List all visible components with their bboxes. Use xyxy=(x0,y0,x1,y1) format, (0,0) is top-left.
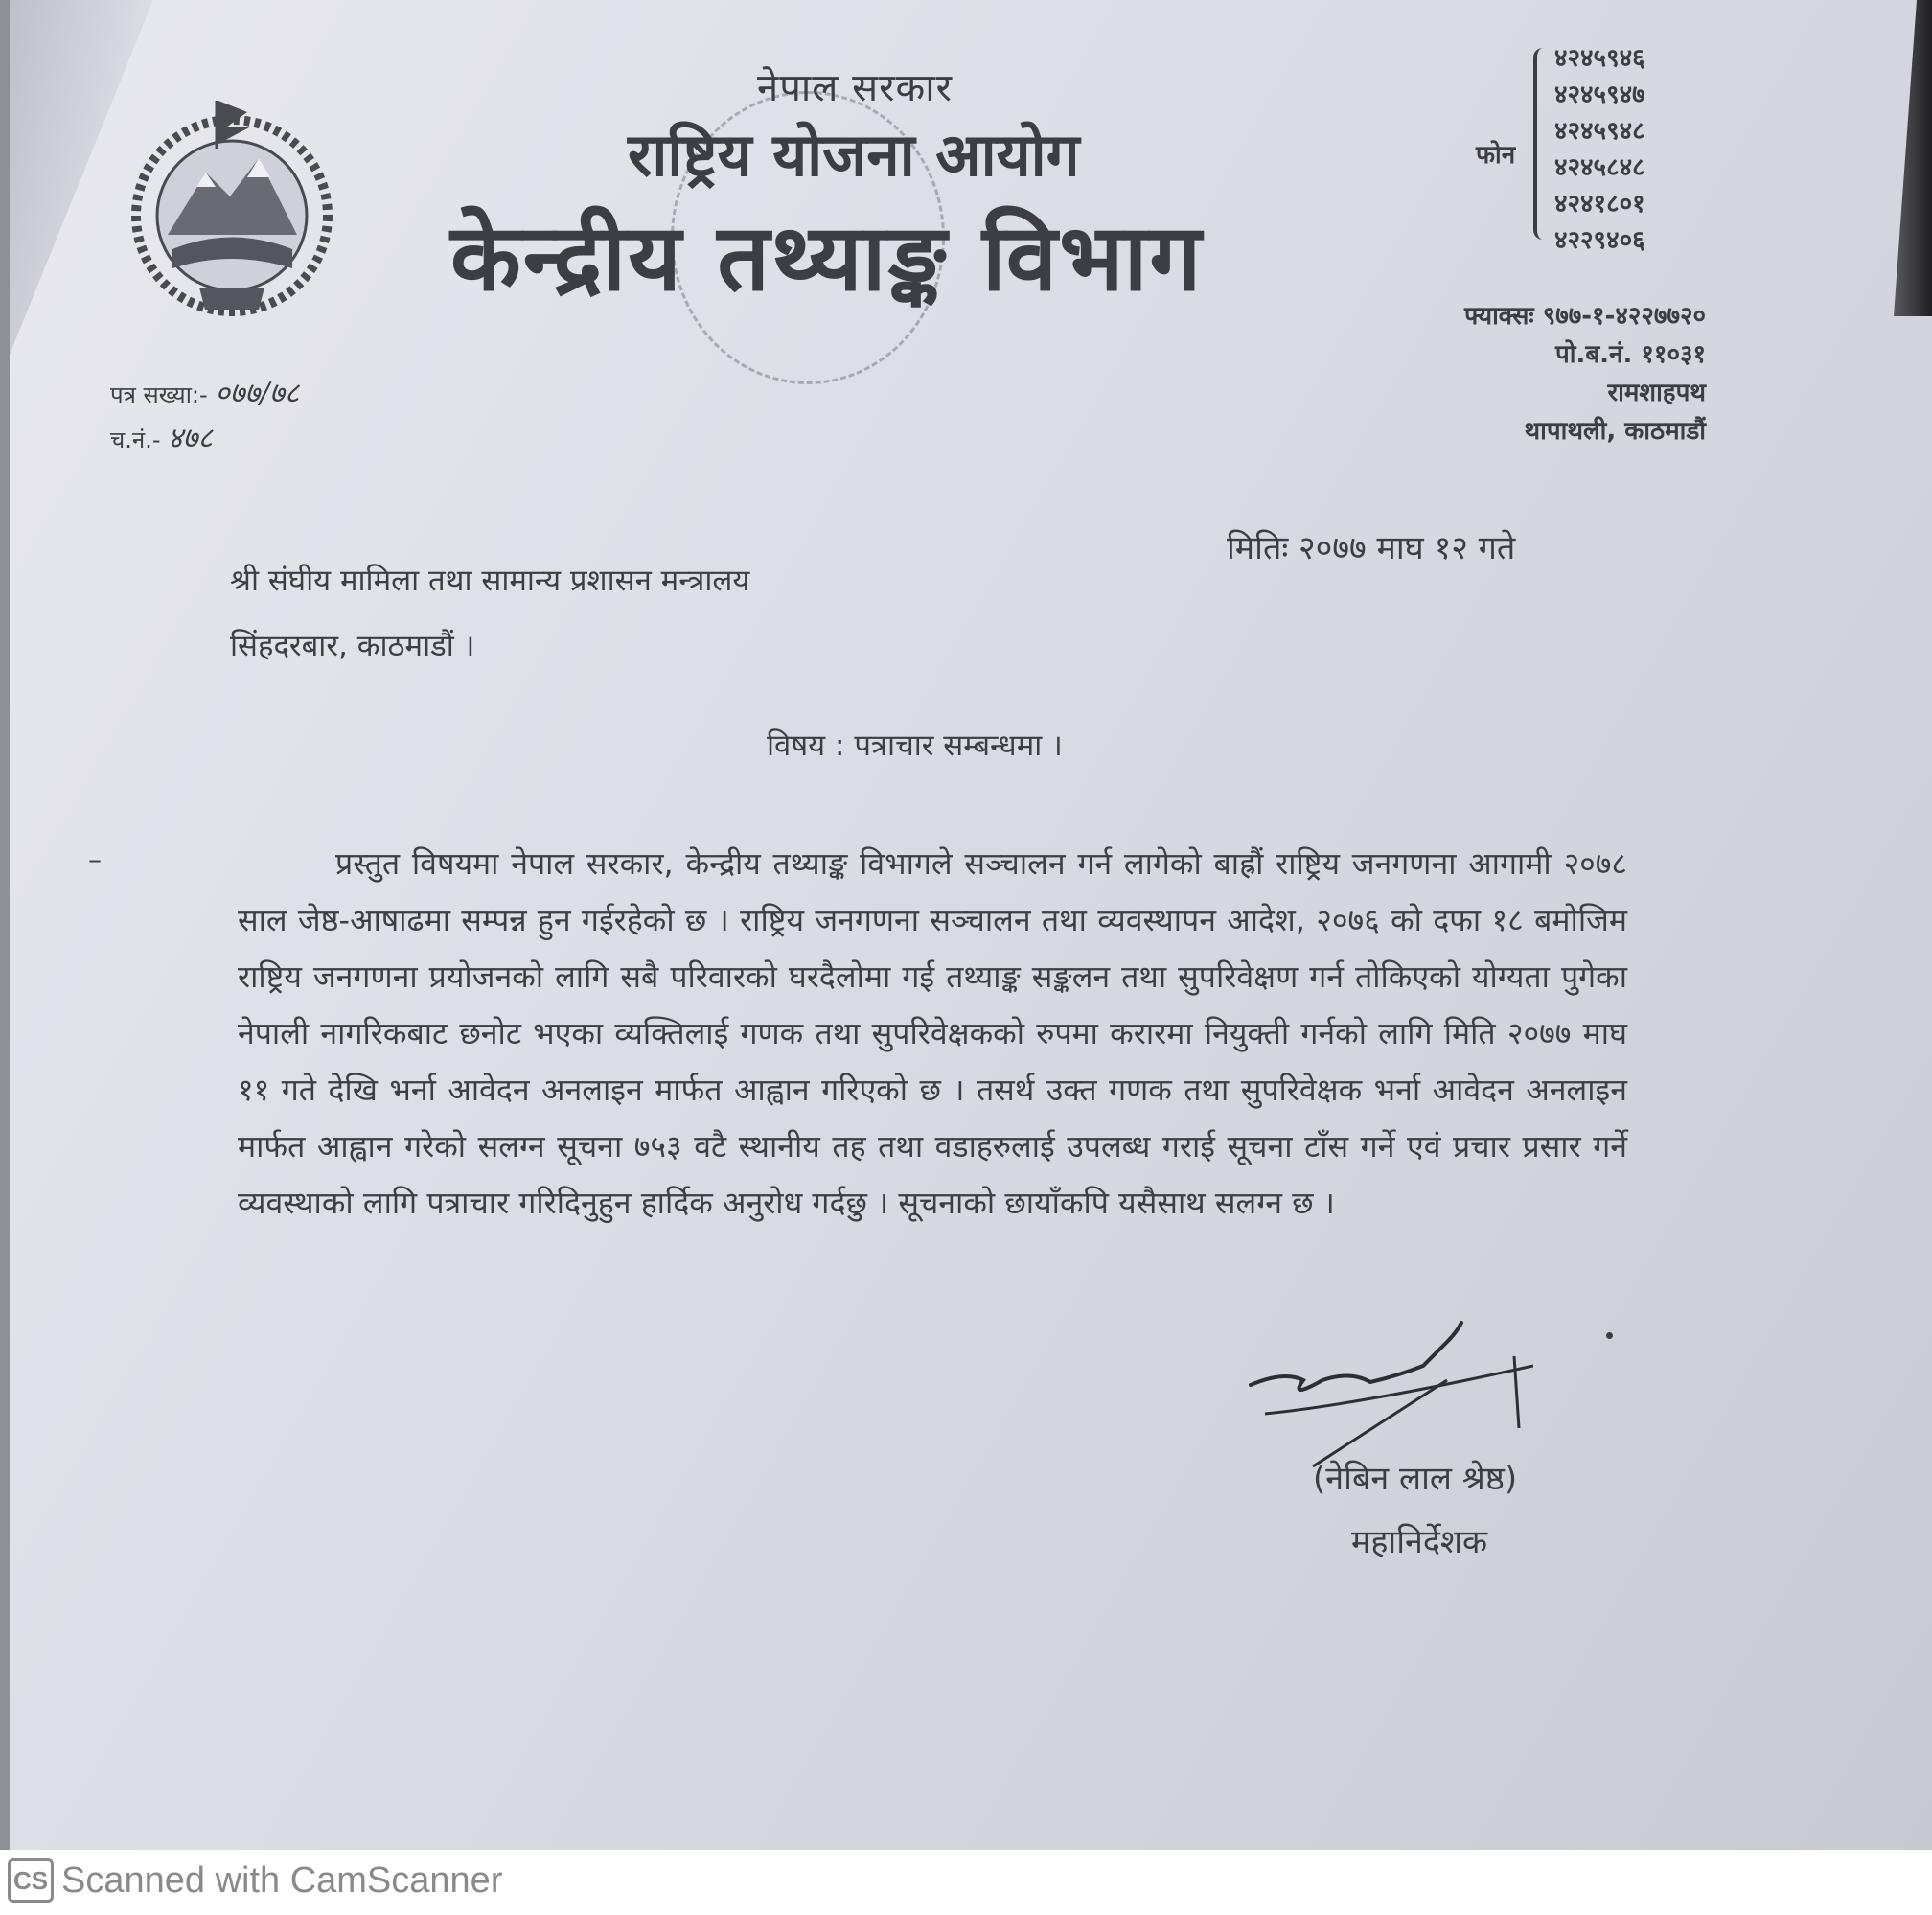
reference-numbers xyxy=(110,372,299,462)
signatory-name: (नेबिन लाल श्रेष्ठ) xyxy=(1313,1460,1518,1498)
signatory-title: महानिर्देशक xyxy=(1351,1523,1488,1561)
phone-number: ४२४५९४७ xyxy=(1554,81,1645,109)
phone-number: ४२४१८०१ xyxy=(1554,190,1645,219)
letterhead-department: केन्द्रीय तथ्याङ्क विभाग xyxy=(450,204,1204,311)
dispatch-number-value: ४७८ xyxy=(168,422,213,455)
letter-subject: विषय : पत्राचार सम्बन्धमा । xyxy=(767,728,1063,763)
camscanner-logo-icon: CS xyxy=(8,1858,54,1903)
watermark-text: Scanned with CamScanner xyxy=(61,1859,503,1901)
page-shadow-right xyxy=(1894,0,1932,316)
letterhead-government: नेपाल सरकार xyxy=(757,66,953,110)
recipient-line: श्री संघीय मामिला तथा सामान्य प्रशासन मन्त्रालय xyxy=(230,564,750,598)
dispatch-number-label: च.नं.- xyxy=(110,427,161,453)
handwritten-signature xyxy=(1246,1313,1533,1476)
phone-number: ४२२९४०६ xyxy=(1554,226,1645,255)
phone-number: ४२४५९४८ xyxy=(1554,117,1645,146)
phone-label: फोन xyxy=(1476,141,1516,170)
letter-number-label: पत्र सख्या:- xyxy=(110,381,208,408)
phone-list xyxy=(1554,40,1645,259)
page-shadow-left xyxy=(0,0,10,1850)
ink-dot xyxy=(1606,1332,1613,1339)
nepal-emblem-icon xyxy=(115,91,350,326)
city-address: थापाथली, काठमाडौं xyxy=(1524,417,1706,446)
camscanner-watermark xyxy=(8,1856,502,1905)
phone-number: ४२४५९४६ xyxy=(1554,44,1645,73)
dispatch-number xyxy=(110,417,299,462)
phone-number: ४२४५८४८ xyxy=(1554,153,1645,182)
letter-body: प्रस्तुत विषयमा नेपाल सरकार, केन्द्रीय तथ्याङ्क विभागले सञ्चालन गर्न लागेको बाह्रौं राष्ट्रिय जनगणना आगामी २०७८ साल जेष्ठ-आषाढमा सम्पन्न हुन गईरहेको छ । राष्ट्रिय जनगणना सञ्चालन तथा व्यवस्थापन आदेश, २०७६ को दफा १८ बमोजिम राष्ट्रिय जनगणना प्रयोजनको लागि सबै परिवारको घरदैलोमा गई तथ्याङ्क सङ्कलन तथा सुपरिवेक्षण गर्न तोकिएको योग्यता पुगेका नेपाली नागरिकबाट छनोट भएका व्यक्तिलाई गणक तथा सुपरिवेक्षकको रुपमा करारमा नियुक्ती गर्नको लागि मिति २०७७ माघ ११ गते देखि भर्ना आवेदन अनलाइन मार्फत आह्वान गरिएको छ । तसर्थ उक्त गणक तथा सुपरिवेक्षक भर्ना आवेदन अनलाइन मार्फत आह्वान गरेको सलग्न सूचना ७५३ वटै स्थानीय तह तथा वडाहरुलाई उपलब्ध गराई सूचना टाँस गर्ने एवं प्रचार प्रसार गर्ने व्यवस्थाको लागि पत्राचार गरिदिनुहुन हार्दिक अनुरोध गर्दछु । सूचनाको छायाँकपि यसैसाथ सलग्न छ । xyxy=(238,845,1627,1221)
letter-date: मितिः २०७७ माघ १२ गते xyxy=(1227,529,1516,567)
phone-brace xyxy=(1533,48,1549,240)
margin-mark: – xyxy=(88,843,102,875)
fax-number: फ्याक्सः ९७७-१-४२२७७२० xyxy=(1464,302,1706,331)
recipient-line: सिंहदरबार, काठमाडौं । xyxy=(230,629,475,663)
street-address: रामशाहपथ xyxy=(1607,379,1706,407)
po-box: पो.ब.नं. ११०३१ xyxy=(1554,340,1706,369)
letter-number-value: ०७७/७८ xyxy=(215,377,300,410)
contact-block xyxy=(1399,297,1706,450)
recipient-address xyxy=(230,548,749,679)
letter-number xyxy=(110,372,299,417)
letterhead-commission: राष्ट्रिय योजना आयोग xyxy=(628,120,1080,190)
